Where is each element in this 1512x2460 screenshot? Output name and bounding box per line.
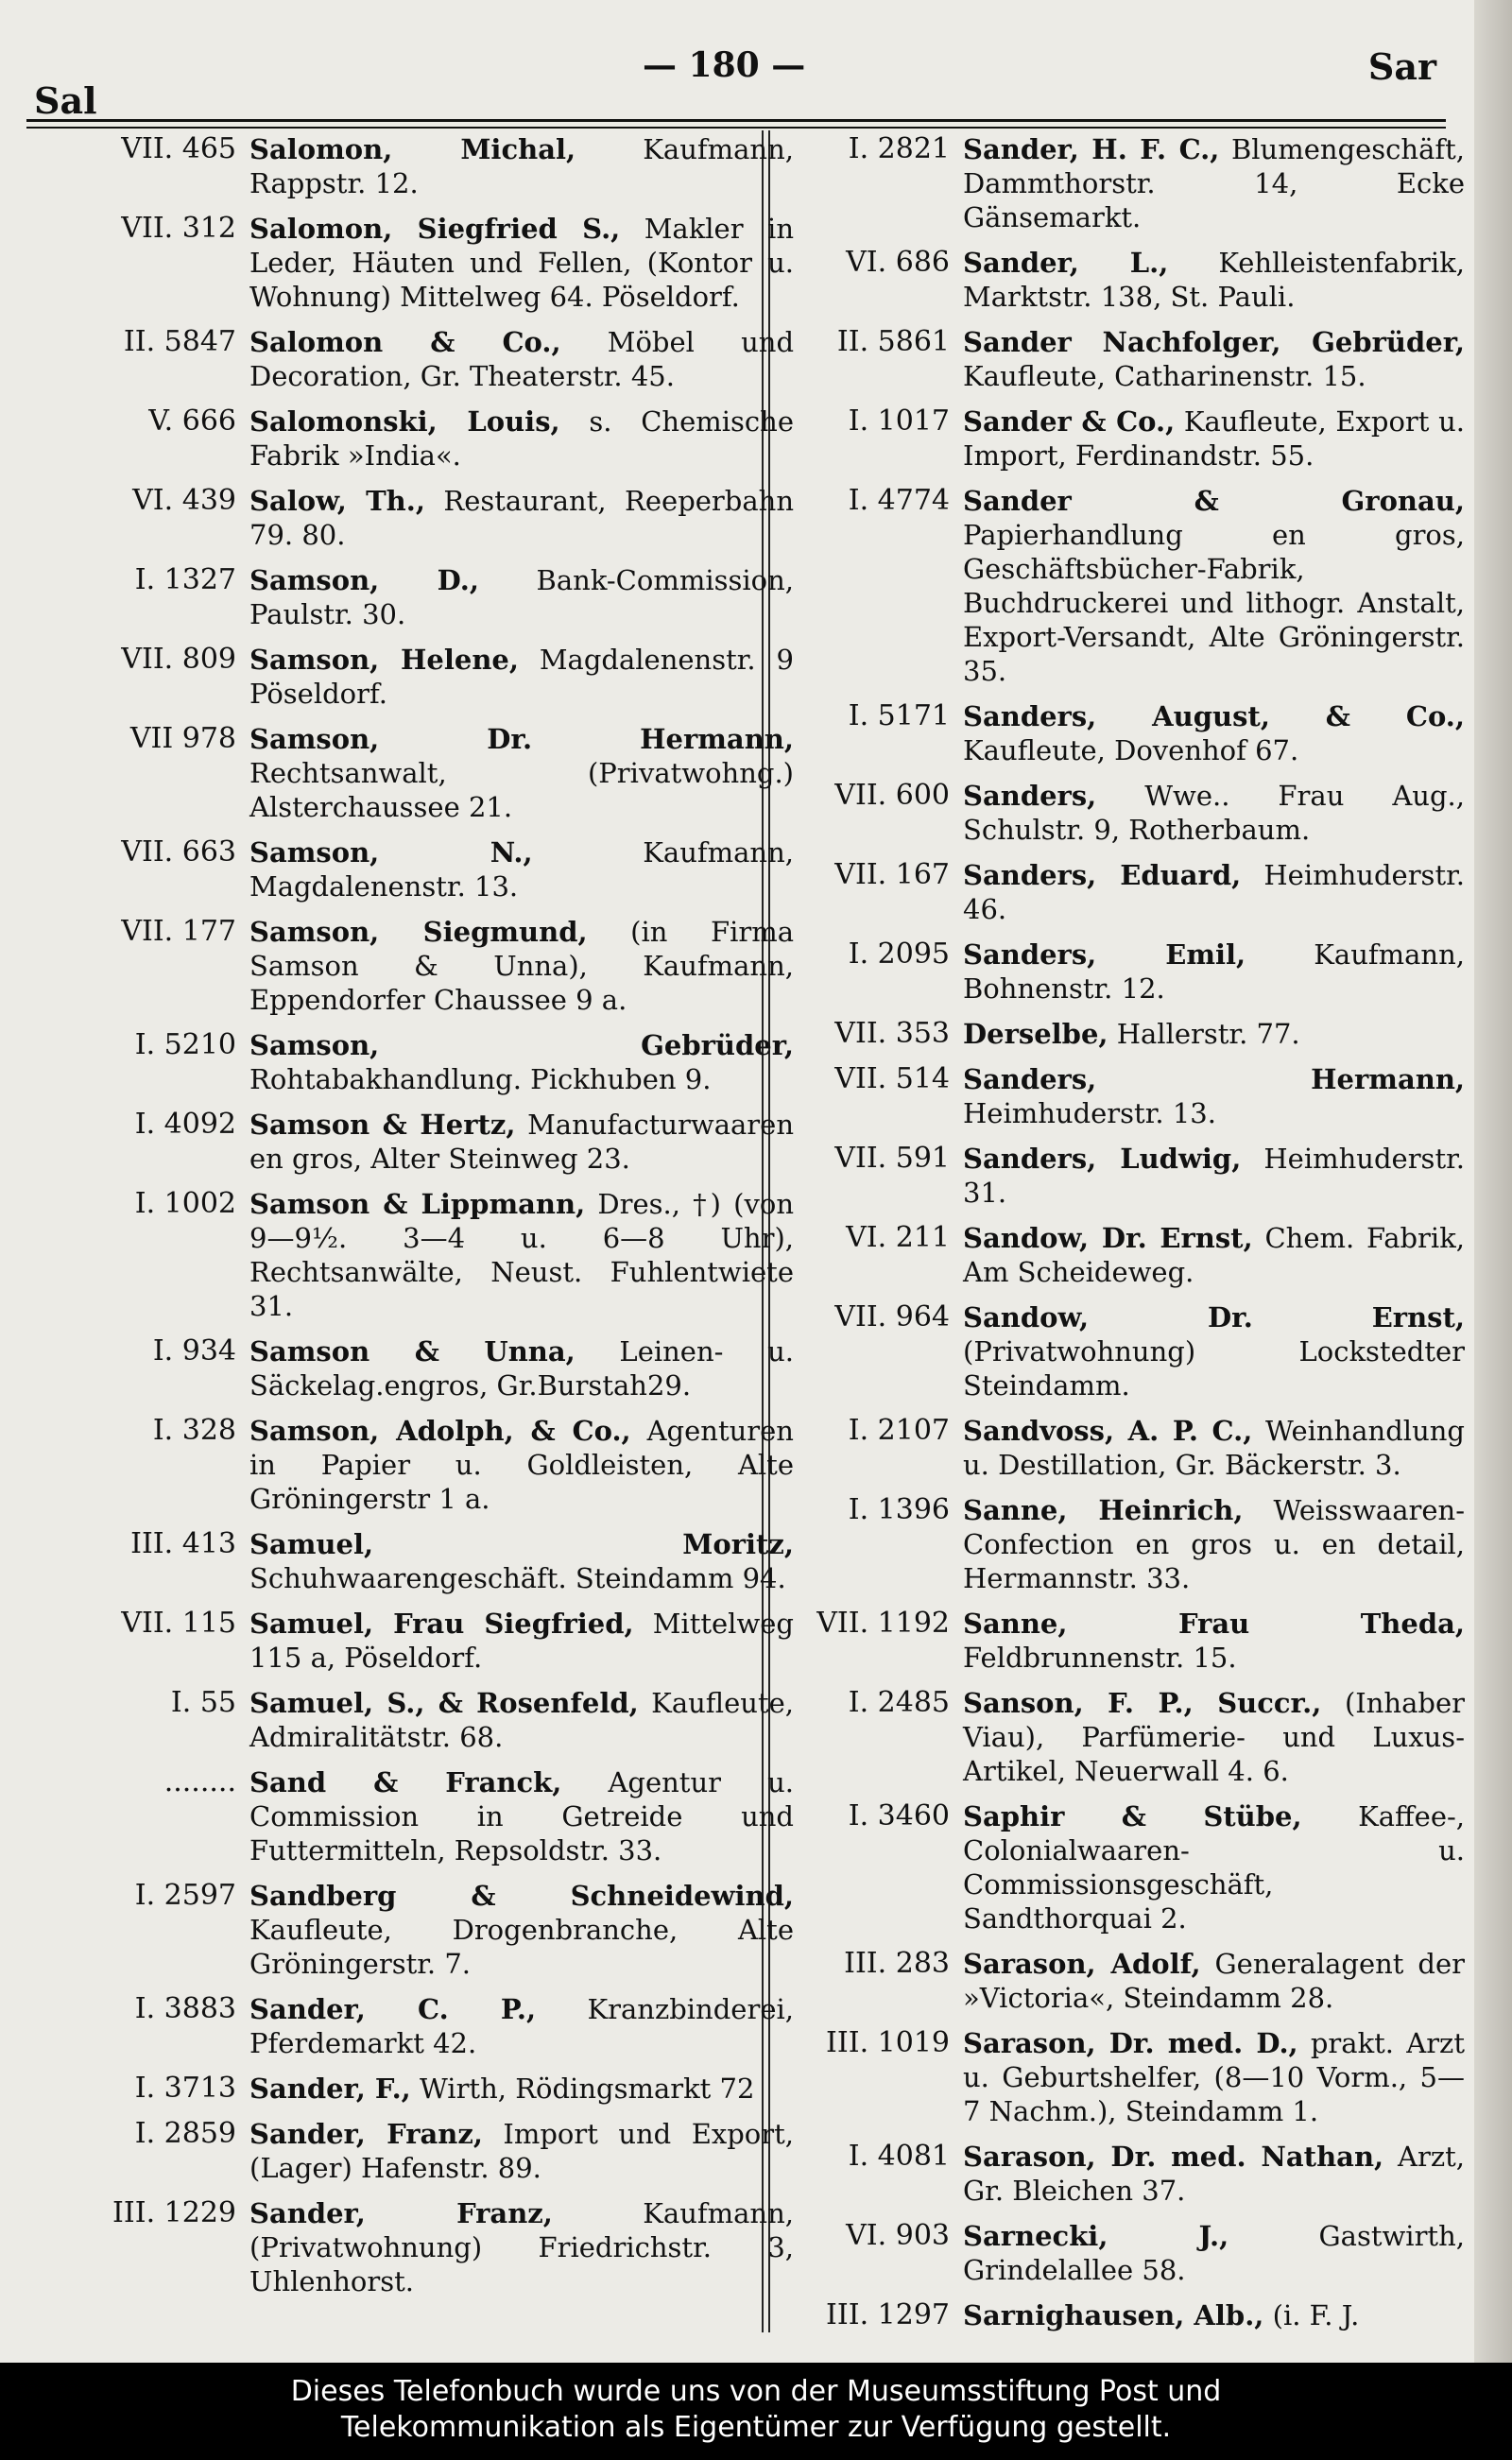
- subscriber-name: Derselbe,: [963, 1018, 1108, 1050]
- subscriber-name: Sarason, Dr. med. D.,: [963, 2027, 1298, 2059]
- entry-text: [249, 2196, 803, 2298]
- phone-number: I. 1396: [848, 1493, 950, 1526]
- subscriber-name: Sander, L.,: [963, 247, 1169, 279]
- subscriber-details: Kaffee-, Colonialwaaren- u. Commissionsgeschäft, Sandthorquai 2.: [963, 1800, 1465, 1935]
- directory-entry: [775, 1062, 1474, 1130]
- phone-number: I. 2095: [848, 938, 950, 971]
- entry-text: [963, 1947, 1474, 2015]
- phone-number: III. 1297: [826, 2298, 950, 2331]
- subscriber-name: Sarason, Adolf,: [963, 1948, 1201, 1980]
- directory-entry: [775, 779, 1474, 847]
- phone-number: ........: [163, 1765, 236, 1798]
- entry-text: [963, 858, 1474, 926]
- subscriber-name: Sander, F.,: [249, 2073, 411, 2105]
- directory-entry: [775, 1142, 1474, 1210]
- subscriber-details: (i. F. J.: [1263, 2299, 1360, 2331]
- footer-notice: [0, 2363, 1512, 2460]
- phone-number: III. 1019: [826, 2026, 950, 2059]
- footer-line-1: Dieses Telefonbuch wurde uns von der Museumsstiftung Post und: [290, 2375, 1222, 2408]
- directory-entry: [28, 2196, 803, 2298]
- entry-text: [963, 779, 1474, 847]
- subscriber-name: Samson, Siegmund,: [249, 916, 588, 948]
- entry-text: [963, 246, 1474, 314]
- directory-entry: [28, 1028, 803, 1096]
- entry-text: [963, 2140, 1474, 2208]
- page-number: — 180 —: [643, 45, 806, 85]
- phone-number: I. 4774: [848, 484, 950, 517]
- subscriber-details: s. Chemische Fabrik »India«.: [249, 405, 794, 472]
- subscriber-details: Import und Export, (Lager) Hafenstr. 89.: [249, 2118, 794, 2184]
- subscriber-details: Kaufleute, Catharinenstr. 15.: [963, 360, 1366, 392]
- phone-number: VII. 600: [834, 779, 950, 812]
- subscriber-name: Salomon, Siegfried S.,: [249, 213, 621, 245]
- entry-text: [249, 1879, 803, 1981]
- subscriber-name: Sarason, Dr. med. Nathan,: [963, 2141, 1384, 2173]
- subscriber-details: Kaufleute, Drogenbranche, Alte Gröningerstr. 7.: [249, 1914, 794, 1980]
- entry-text: [249, 1607, 803, 1675]
- subscriber-details: Agenturen in Papier u. Goldleisten, Alte Gröningerstr 1 a.: [249, 1415, 794, 1515]
- entry-text: [963, 1799, 1474, 1935]
- subscriber-details: Hallerstr. 77.: [1108, 1018, 1300, 1050]
- subscriber-details: Agentur u. Commission in Getreide und Futtermitteln, Repsoldstr. 33.: [249, 1766, 794, 1867]
- phone-number: I. 5210: [134, 1028, 236, 1061]
- phone-number: VII. 663: [121, 835, 236, 869]
- subscriber-details: Kranzbinderei, Pferdemarkt 42.: [249, 1993, 794, 2059]
- entry-text: [963, 1300, 1474, 1402]
- subscriber-name: Sandow, Dr. Ernst,: [963, 1222, 1253, 1254]
- phone-number: I. 1327: [134, 563, 236, 596]
- entry-text: [249, 132, 803, 200]
- phone-number: VII. 514: [834, 1062, 950, 1095]
- entry-text: [249, 915, 803, 1017]
- directory-entry: [775, 484, 1474, 688]
- subscriber-name: Sanson, F. P., Succr.,: [963, 1687, 1322, 1719]
- directory-entry: [28, 484, 803, 552]
- entry-text: [249, 1414, 803, 1516]
- subscriber-name: Salomon & Co.,: [249, 326, 561, 358]
- entry-text: [249, 1992, 803, 2060]
- phone-number: I. 5171: [848, 699, 950, 732]
- phone-number: VI. 439: [132, 484, 236, 517]
- entry-text: [963, 132, 1474, 234]
- directory-entry: [775, 2219, 1474, 2287]
- subscriber-details: Papierhandlung en gros, Geschäftsbücher-Fabrik, Buchdruckerei und lithogr. Anstalt, Export-Versandt, Alte Gröningerstr. 35.: [963, 519, 1465, 687]
- subscriber-details: Kehlleistenfabrik, Marktstr. 138, St. Pauli.: [963, 247, 1465, 313]
- subscriber-name: Sanders, Emil,: [963, 938, 1246, 971]
- entry-text: [249, 325, 803, 393]
- phone-number: VII 978: [129, 722, 236, 755]
- directory-entry: [28, 1187, 803, 1323]
- phone-number: VII. 591: [834, 1142, 950, 1175]
- phone-number: II. 5847: [123, 325, 236, 358]
- subscriber-name: Sander & Gronau,: [963, 485, 1465, 517]
- directory-entry: [775, 1414, 1474, 1482]
- directory-entry: [28, 1992, 803, 2060]
- entry-text: [249, 212, 803, 314]
- phone-number: III. 413: [130, 1527, 236, 1560]
- subscriber-details: Möbel und Decoration, Gr. Theaterstr. 45.: [249, 326, 795, 392]
- directory-entry: [775, 1221, 1474, 1289]
- entry-text: [963, 484, 1474, 688]
- phone-number: I. 3883: [134, 1992, 236, 2025]
- phone-number: I. 328: [152, 1414, 236, 1447]
- directory-entry: [28, 1607, 803, 1675]
- subscriber-details: Rechtsanwalt, (Privatwohng.) Alsterchaussee 21.: [249, 757, 794, 823]
- subscriber-name: Sander, Franz,: [249, 2197, 553, 2229]
- subscriber-details: Rohtabakhandlung. Pickhuben 9.: [249, 1063, 712, 1095]
- page-edge: [1474, 0, 1512, 2363]
- phone-number: I. 55: [170, 1686, 236, 1719]
- subscriber-name: Salow, Th.,: [249, 485, 425, 517]
- subscriber-details: Arzt, Gr. Bleichen 37.: [963, 2141, 1465, 2207]
- entry-text: [963, 1493, 1474, 1595]
- directory-entry: [28, 2072, 803, 2106]
- subscriber-details: Wwe.. Frau Aug., Schulstr. 9, Rotherbaum.: [963, 780, 1465, 846]
- directory-entry: [775, 1947, 1474, 2015]
- directory-entry: [28, 1686, 803, 1754]
- entry-text: [249, 1527, 803, 1595]
- entry-text: [249, 835, 803, 903]
- directory-entry: [775, 1607, 1474, 1675]
- phone-number: III. 283: [844, 1947, 950, 1980]
- entry-text: [249, 1765, 803, 1867]
- directory-entry: [28, 722, 803, 824]
- directory-entry: [28, 1765, 803, 1867]
- subscriber-name: Salomon, Michal,: [249, 133, 576, 165]
- subscriber-name: Sander Nachfolger, Gebrüder,: [963, 326, 1465, 358]
- entry-text: [249, 722, 803, 824]
- phone-number: III. 1229: [112, 2196, 236, 2229]
- entry-text: [249, 2117, 803, 2185]
- subscriber-details: Kaufmann, Magdalenenstr. 13.: [249, 836, 794, 903]
- subscriber-details: Chem. Fabrik, Am Scheideweg.: [963, 1222, 1465, 1288]
- subscriber-details: Kaufleute, Dovenhof 67.: [963, 734, 1299, 766]
- left-column: [28, 132, 803, 2310]
- header-rule-secondary: [26, 127, 1446, 129]
- directory-entry: [775, 2026, 1474, 2128]
- directory-entry: [28, 132, 803, 200]
- subscriber-details: (Privatwohnung) Lockstedter Steindamm.: [963, 1335, 1465, 1402]
- phone-number: I. 934: [152, 1334, 236, 1368]
- subscriber-name: Samson & Hertz,: [249, 1109, 516, 1141]
- phone-number: VI. 903: [846, 2219, 950, 2252]
- entry-text: [963, 325, 1474, 393]
- subscriber-details: Heimhuderstr. 31.: [963, 1143, 1465, 1209]
- directory-entry: [775, 699, 1474, 767]
- directory-entry: [28, 1108, 803, 1176]
- directory-entry: [28, 643, 803, 711]
- subscriber-details: (in Firma Samson & Unna), Kaufmann, Eppendorfer Chaussee 9 a.: [249, 916, 794, 1016]
- entry-text: [249, 404, 803, 473]
- subscriber-details: Kaufleute, Export u. Import, Ferdinandstr. 55.: [963, 405, 1465, 472]
- subscriber-details: Kaufmann, Rappstr. 12.: [249, 133, 794, 199]
- subscriber-name: Sandow, Dr. Ernst,: [963, 1301, 1465, 1333]
- entry-text: [963, 2298, 1474, 2332]
- subscriber-name: Samson, Gebrüder,: [249, 1029, 794, 1061]
- phone-number: I. 2107: [848, 1414, 950, 1447]
- subscriber-name: Sanders, Hermann,: [963, 1063, 1465, 1095]
- subscriber-name: Samuel, Moritz,: [249, 1528, 794, 1560]
- phone-number: I. 3713: [134, 2072, 236, 2105]
- subscriber-details: Weinhandlung u. Destillation, Gr. Bäckerstr. 3.: [963, 1415, 1465, 1481]
- entry-text: [963, 2219, 1474, 2287]
- phone-number: VII. 964: [834, 1300, 950, 1333]
- subscriber-name: Sanders,: [963, 780, 1097, 812]
- entry-text: [963, 699, 1474, 767]
- running-head-left: Sal: [34, 79, 97, 122]
- entry-text: [963, 938, 1474, 1006]
- subscriber-name: Salomonski, Louis,: [249, 405, 560, 438]
- subscriber-details: Kaufleute, Admiralitätstr. 68.: [249, 1687, 794, 1753]
- entry-text: [249, 643, 803, 711]
- directory-entry: [775, 2140, 1474, 2208]
- phone-number: V. 666: [148, 404, 236, 438]
- entry-text: [963, 2026, 1474, 2128]
- phone-number: VII. 177: [121, 915, 236, 948]
- directory-entry: [28, 1334, 803, 1402]
- subscriber-name: Sarnighausen, Alb.,: [963, 2299, 1264, 2331]
- phone-number: I. 1002: [134, 1187, 236, 1220]
- phone-number: I. 2485: [848, 1686, 950, 1719]
- directory-entry: [775, 1300, 1474, 1402]
- subscriber-details: Heimhuderstr. 13.: [963, 1097, 1216, 1129]
- entry-text: [249, 484, 803, 552]
- subscriber-details: Wirth, Rödingsmarkt 72: [410, 2073, 755, 2105]
- subscriber-details: (Inhaber Viau), Parfümerie- und Luxus-Artikel, Neuerwall 4. 6.: [963, 1687, 1465, 1787]
- running-head-right: Sar: [1367, 45, 1436, 88]
- directory-entry: [28, 1527, 803, 1595]
- phone-number: I. 2597: [134, 1879, 236, 1912]
- subscriber-details: Blumengeschäft, Dammthorstr. 14, Ecke Gänsemarkt.: [963, 133, 1465, 233]
- subscriber-details: Bank-Commission, Paulstr. 30.: [249, 564, 794, 630]
- directory-entry: [28, 835, 803, 903]
- entry-text: [963, 1414, 1474, 1482]
- phone-number: VI. 686: [846, 246, 950, 279]
- subscriber-name: Samson, D.,: [249, 564, 479, 596]
- phone-number: I. 2821: [848, 132, 950, 165]
- subscriber-name: Samson, N.,: [249, 836, 533, 869]
- subscriber-details: Heimhuderstr. 46.: [963, 859, 1465, 925]
- entry-text: [963, 1062, 1474, 1130]
- subscriber-details: Weisswaaren-Confection en gros u. en detail, Hermannstr. 33.: [963, 1494, 1465, 1594]
- subscriber-name: Sander, H. F. C.,: [963, 133, 1220, 165]
- phone-number: VII. 115: [121, 1607, 236, 1640]
- entry-text: [249, 563, 803, 631]
- phone-number: VII. 167: [834, 858, 950, 891]
- directory-entry: [775, 1686, 1474, 1788]
- subscriber-name: Sanders, Eduard,: [963, 859, 1242, 891]
- directory-entry: [775, 938, 1474, 1006]
- directory-entry: [775, 246, 1474, 314]
- footer-line-2: Telekommunikation als Eigentümer zur Verfügung gestellt.: [340, 2411, 1172, 2444]
- subscriber-details: Generalagent der »Victoria«, Steindamm 28.: [963, 1948, 1465, 2014]
- entry-text: [249, 1334, 803, 1402]
- directory-entry: [775, 1017, 1474, 1051]
- subscriber-name: Sandvoss, A. P. C.,: [963, 1415, 1253, 1447]
- entry-text: [249, 1028, 803, 1096]
- entry-text: [963, 404, 1474, 473]
- phone-number: VI. 211: [846, 1221, 950, 1254]
- subscriber-name: Sander, Franz,: [249, 2118, 483, 2150]
- subscriber-details: Gastwirth, Grindelallee 58.: [963, 2220, 1465, 2286]
- phone-number: I. 4092: [134, 1108, 236, 1141]
- entry-text: [249, 2072, 803, 2106]
- subscriber-details: Leinen- u. Säckelag.engros, Gr.Burstah29.: [249, 1335, 794, 1402]
- subscriber-name: Samson & Unna,: [249, 1335, 576, 1368]
- entry-text: [963, 1017, 1474, 1051]
- subscriber-details: Feldbrunnenstr. 15.: [963, 1642, 1237, 1674]
- directory-entry: [775, 325, 1474, 393]
- entry-text: [249, 1686, 803, 1754]
- subscriber-name: Sand & Franck,: [249, 1766, 562, 1798]
- subscriber-name: Sanders, August, & Co.,: [963, 700, 1465, 732]
- directory-entry: [775, 2298, 1474, 2332]
- subscriber-name: Samuel, S., & Rosenfeld,: [249, 1687, 639, 1719]
- entry-text: [249, 1187, 803, 1323]
- subscriber-name: Sandberg & Schneidewind,: [249, 1880, 794, 1912]
- phone-number: VII. 312: [121, 212, 236, 245]
- subscriber-name: Samson, Helene,: [249, 644, 519, 676]
- subscriber-details: Makler in Leder, Häuten und Fellen, (Kontor u. Wohnung) Mittelweg 64. Pöseldorf.: [249, 213, 794, 313]
- subscriber-name: Sanders, Ludwig,: [963, 1143, 1242, 1175]
- subscriber-details: Dres., †) (von 9—9½. 3—4 u. 6—8 Uhr), Rechtsanwälte, Neust. Fuhlentwiete 31.: [249, 1188, 794, 1322]
- directory-entry: [28, 915, 803, 1017]
- directory-entry: [28, 1414, 803, 1516]
- phone-number: VII. 353: [834, 1017, 950, 1050]
- phone-number: VII. 809: [121, 643, 236, 676]
- subscriber-details: Kaufmann, (Privatwohnung) Friedrichstr. 3, Uhlenhorst.: [249, 2197, 794, 2297]
- right-column: [775, 132, 1474, 2344]
- phone-number: I. 2859: [134, 2117, 236, 2150]
- entry-text: [963, 1221, 1474, 1289]
- header-rule: [26, 119, 1446, 122]
- directory-entry: [28, 563, 803, 631]
- directory-entry: [28, 2117, 803, 2185]
- directory-entry: [28, 212, 803, 314]
- directory-entry: [775, 132, 1474, 234]
- subscriber-name: Sarnecki, J.,: [963, 2220, 1229, 2252]
- entry-text: [963, 1686, 1474, 1788]
- subscriber-name: Samuel, Frau Siegfried,: [249, 1608, 634, 1640]
- subscriber-name: Sanne, Frau Theda,: [963, 1608, 1465, 1640]
- directory-entry: [775, 1493, 1474, 1595]
- subscriber-name: Samson & Lippmann,: [249, 1188, 586, 1220]
- subscriber-name: Sander, C. P.,: [249, 1993, 537, 2025]
- entry-text: [963, 1142, 1474, 1210]
- directory-entry: [28, 404, 803, 473]
- phone-number: II. 5861: [836, 325, 950, 358]
- subscriber-details: Manufacturwaaren en gros, Alter Steinweg 23.: [249, 1109, 794, 1175]
- phone-number: I. 1017: [848, 404, 950, 438]
- subscriber-details: Restaurant, Reeperbahn 79. 80.: [249, 485, 794, 551]
- entry-text: [963, 1607, 1474, 1675]
- subscriber-details: Magdalenenstr. 9 Pöseldorf.: [249, 644, 794, 710]
- subscriber-details: Kaufmann, Bohnenstr. 12.: [963, 938, 1465, 1005]
- subscriber-details: Schuhwaarengeschäft. Steindamm 94.: [249, 1562, 786, 1594]
- subscriber-name: Sanne, Heinrich,: [963, 1494, 1244, 1526]
- subscriber-details: prakt. Arzt u. Geburtshelfer, (8—10 Vorm., 5—7 Nachm.), Steindamm 1.: [963, 2027, 1465, 2127]
- directory-entry: [775, 858, 1474, 926]
- phone-number: I. 4081: [848, 2140, 950, 2173]
- phone-number: I. 3460: [848, 1799, 950, 1832]
- directory-entry: [28, 325, 803, 393]
- directory-entry: [775, 404, 1474, 473]
- phone-number: VII. 1192: [816, 1607, 950, 1640]
- entry-text: [249, 1108, 803, 1176]
- subscriber-name: Sander & Co.,: [963, 405, 1176, 438]
- subscriber-name: Saphir & Stübe,: [963, 1800, 1302, 1832]
- directory-entry: [28, 1879, 803, 1981]
- subscriber-name: Samson, Dr. Hermann,: [249, 723, 794, 755]
- directory-entry: [775, 1799, 1474, 1935]
- subscriber-details: Mittelweg 115 a, Pöseldorf.: [249, 1608, 795, 1674]
- subscriber-name: Samson, Adolph, & Co.,: [249, 1415, 631, 1447]
- phone-number: VII. 465: [121, 132, 236, 165]
